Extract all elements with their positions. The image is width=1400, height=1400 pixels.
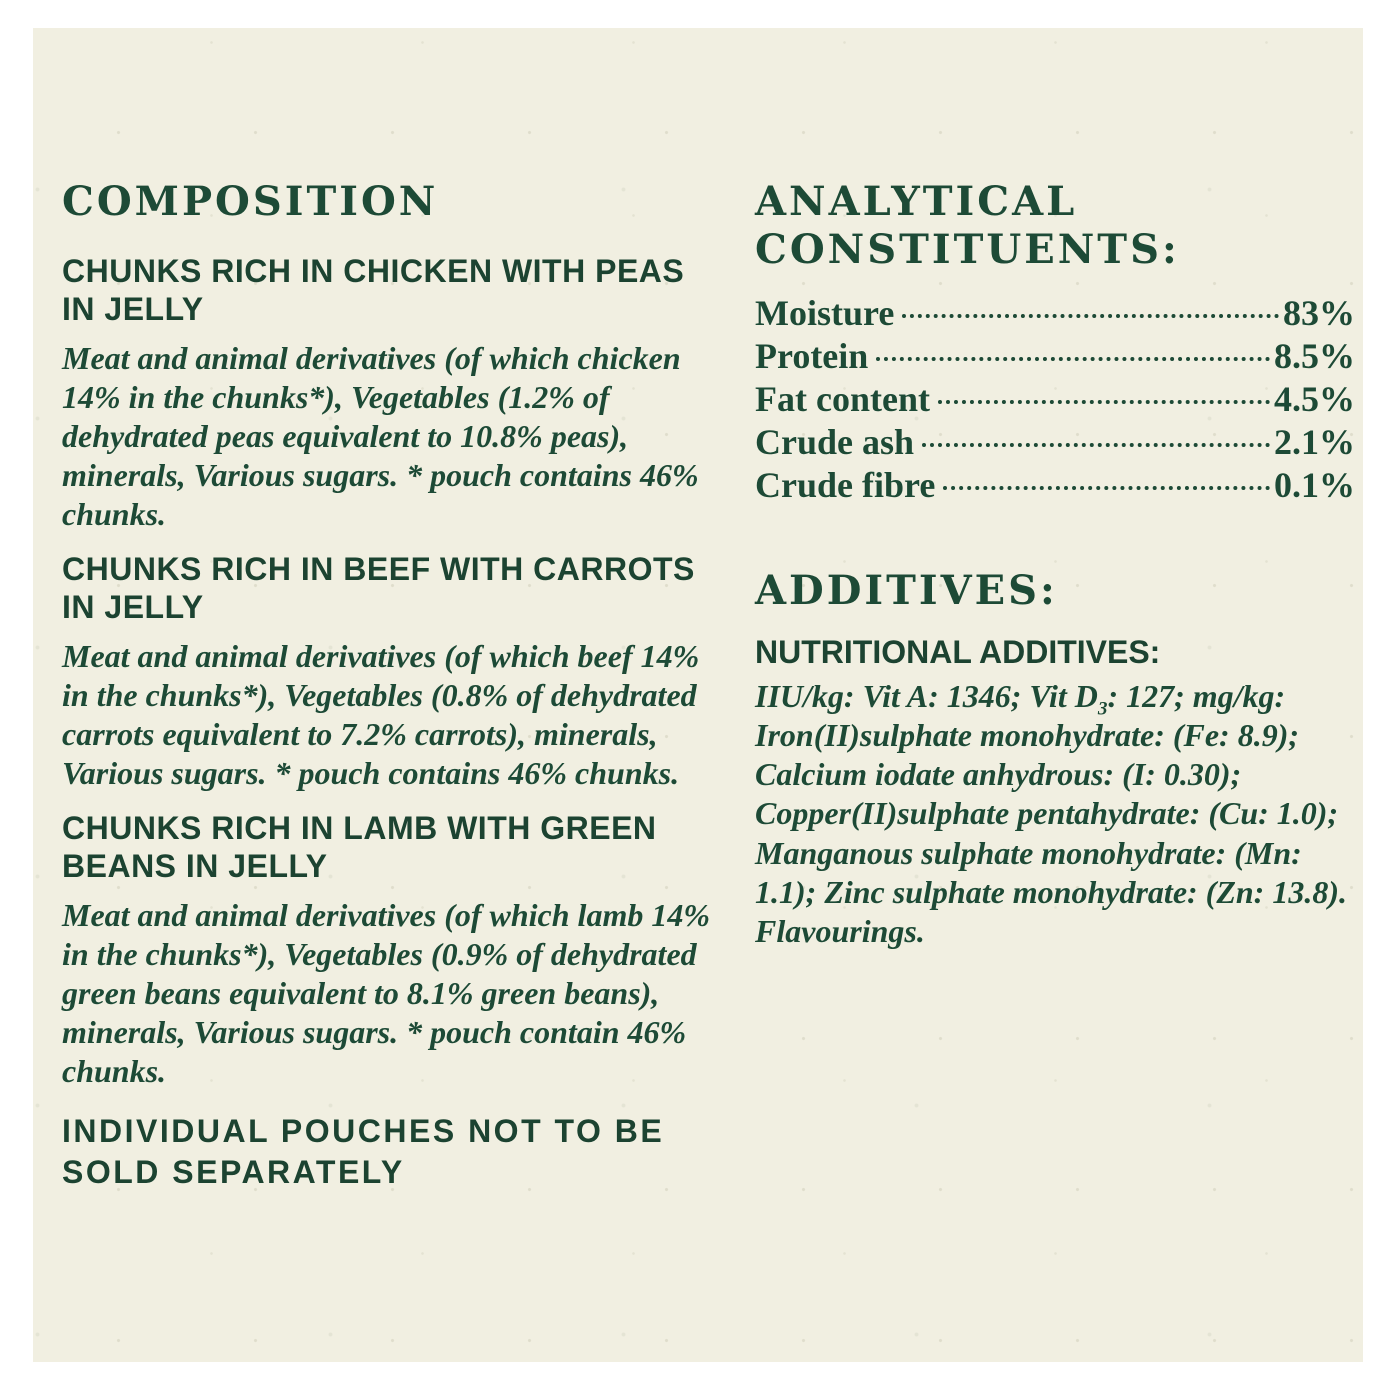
section-body-chicken: Meat and animal derivatives (of which chicken 14% in the chunks*), Vegetables (1.2% of dehydrated peas equivalent to 10.8% peas), minerals, Various sugars. * pouch contains 46% chunks.: [62, 339, 699, 532]
leader-dots: [902, 314, 1279, 318]
leader-dots: [938, 400, 1270, 404]
analytical-title: ANALYTICAL CONSTITUENTS:: [755, 178, 1180, 273]
section-heading-beef: CHUNKS RICH IN BEEF WITH CARROTS IN JELLY: [62, 550, 695, 626]
analytical-row: [755, 464, 1355, 507]
composition-title: COMPOSITION: [62, 178, 439, 225]
row-value: 0.1%: [1274, 465, 1355, 505]
row-label: Protein: [755, 336, 869, 376]
additives-title: ADDITIVES:: [755, 567, 1058, 614]
row-label: Fat content: [755, 379, 930, 419]
section-heading-chicken: CHUNKS RICH IN CHICKEN WITH PEAS IN JELLY: [62, 253, 685, 328]
additives-body: [755, 677, 1355, 950]
analytical-row: [755, 378, 1355, 421]
analytical-row: [755, 292, 1355, 335]
row-value: 4.5%: [1274, 379, 1355, 419]
section-heading-lamb: CHUNKS RICH IN LAMB WITH GREEN BEANS IN JELLY: [62, 809, 657, 885]
additives-body-rest: : 127; mg/kg: Iron(II)sulphate monohydrate: (Fe: 8.9); Calcium iodate anhydrous: (I: 0.30); Copper(II)sulphate pentahydrate: (Cu: 1.0); Manganous sulphate monohydrate: (Mn: 1.1); Zinc sulphate monohydrate: (Zn: 13.8). Flavourings.: [755, 678, 1347, 949]
analytical-row: [755, 335, 1355, 378]
additives-body-start: IIU/kg: Vit A: 1346; Vit D: [755, 678, 1098, 715]
leader-dots: [876, 357, 1270, 361]
vitamin-d3-subscript: 3: [1097, 698, 1108, 720]
analytical-row: [755, 421, 1355, 464]
pouches-note: INDIVIDUAL POUCHES NOT TO BE SOLD SEPARATELY: [62, 1112, 665, 1191]
nutritional-additives-heading: NUTRITIONAL ADDITIVES:: [755, 634, 1161, 670]
row-label: Moisture: [755, 293, 895, 333]
row-label: Crude ash: [755, 422, 915, 462]
row-value: 83%: [1283, 293, 1355, 333]
leader-dots: [943, 486, 1270, 490]
section-body-lamb: Meat and animal derivatives (of which lamb 14% in the chunks*), Vegetables (0.9% of dehydrated green beans equivalent to 8.1% green beans), minerals, Various sugars. * pouch contain 46% chunks.: [62, 896, 710, 1089]
row-label: Crude fibre: [755, 465, 936, 505]
row-value: 2.1%: [1274, 422, 1355, 462]
leader-dots: [922, 443, 1270, 447]
row-value: 8.5%: [1274, 336, 1355, 376]
analytical-column: [755, 178, 1355, 951]
label-panel: [33, 28, 1363, 1362]
composition-column: [62, 178, 722, 1194]
section-body-beef: Meat and animal derivatives (of which beef 14% in the chunks*), Vegetables (0.8% of dehydrated carrots equivalent to 7.2% carrots), minerals, Various sugars. * pouch contains 46% chunks.: [62, 637, 700, 791]
